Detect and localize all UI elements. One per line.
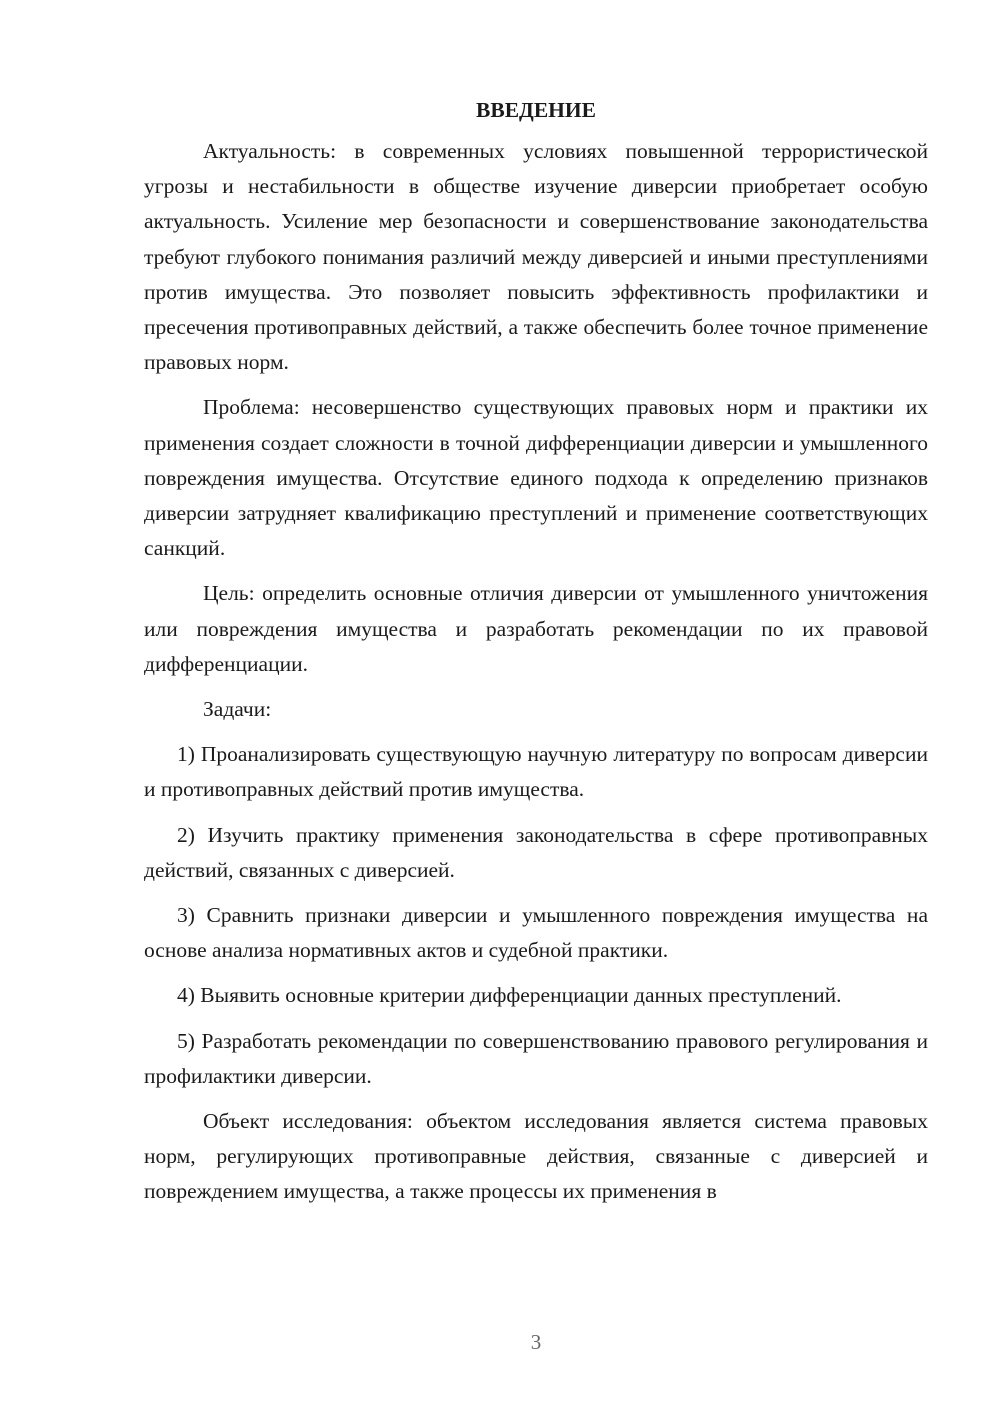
task-item-5: 5) Разработать рекомендации по совершенствованию правового регулирования и профилактики диверсии. <box>144 1028 928 1088</box>
paragraph-goal: Цель: определить основные отличия диверсии от умышленного уничтожения или повреждения имущества и разработать рекомендации по их правовой дифференциации. <box>144 581 928 676</box>
page-number: 3 <box>530 1330 542 1354</box>
paragraph-relevance: Актуальность: в современных условиях повышенной террористической угрозы и нестабильности в обществе изучение диверсии приобретает особую актуальность. Усиление мер безопасности и совершенствование законодательства требуют глубокого понимания различий между диверсией и иными преступлениями против имущества. Это позволяет повысить эффективность профилактики и пресечения противоправных действий, а также обеспечить более точное применение правовых норм. <box>144 139 928 375</box>
document-body <box>144 92 928 1220</box>
page-title: ВВЕДЕНИЕ <box>476 98 596 122</box>
task-item-3: 3) Сравнить признаки диверсии и умышленного повреждения имущества на основе анализа нормативных актов и судебной практики. <box>144 903 928 963</box>
tasks-heading: Задачи: <box>203 697 272 722</box>
task-item-4: 4) Выявить основные критерии дифференциации данных преступлений. <box>177 983 842 1008</box>
paragraph-problem: Проблема: несовершенство существующих правовых норм и практики их применения создает сложности в точной дифференциации диверсии и умышленного повреждения имущества. Отсутствие единого подхода к определению признаков диверсии затрудняет квалификацию преступлений и применение соответствующих санкций. <box>144 395 928 561</box>
paragraph-object: Объект исследования: объектом исследования является система правовых норм, регулирующих противоправные действия, связанные с диверсией и повреждением имущества, а также процессы их применения в <box>144 1109 928 1204</box>
task-item-2: 2) Изучить практику применения законодательства в сфере противоправных действий, связанных с диверсией. <box>144 822 928 882</box>
task-item-1: 1) Проанализировать существующую научную литературу по вопросам диверсии и противоправных действий против имущества. <box>144 742 928 802</box>
